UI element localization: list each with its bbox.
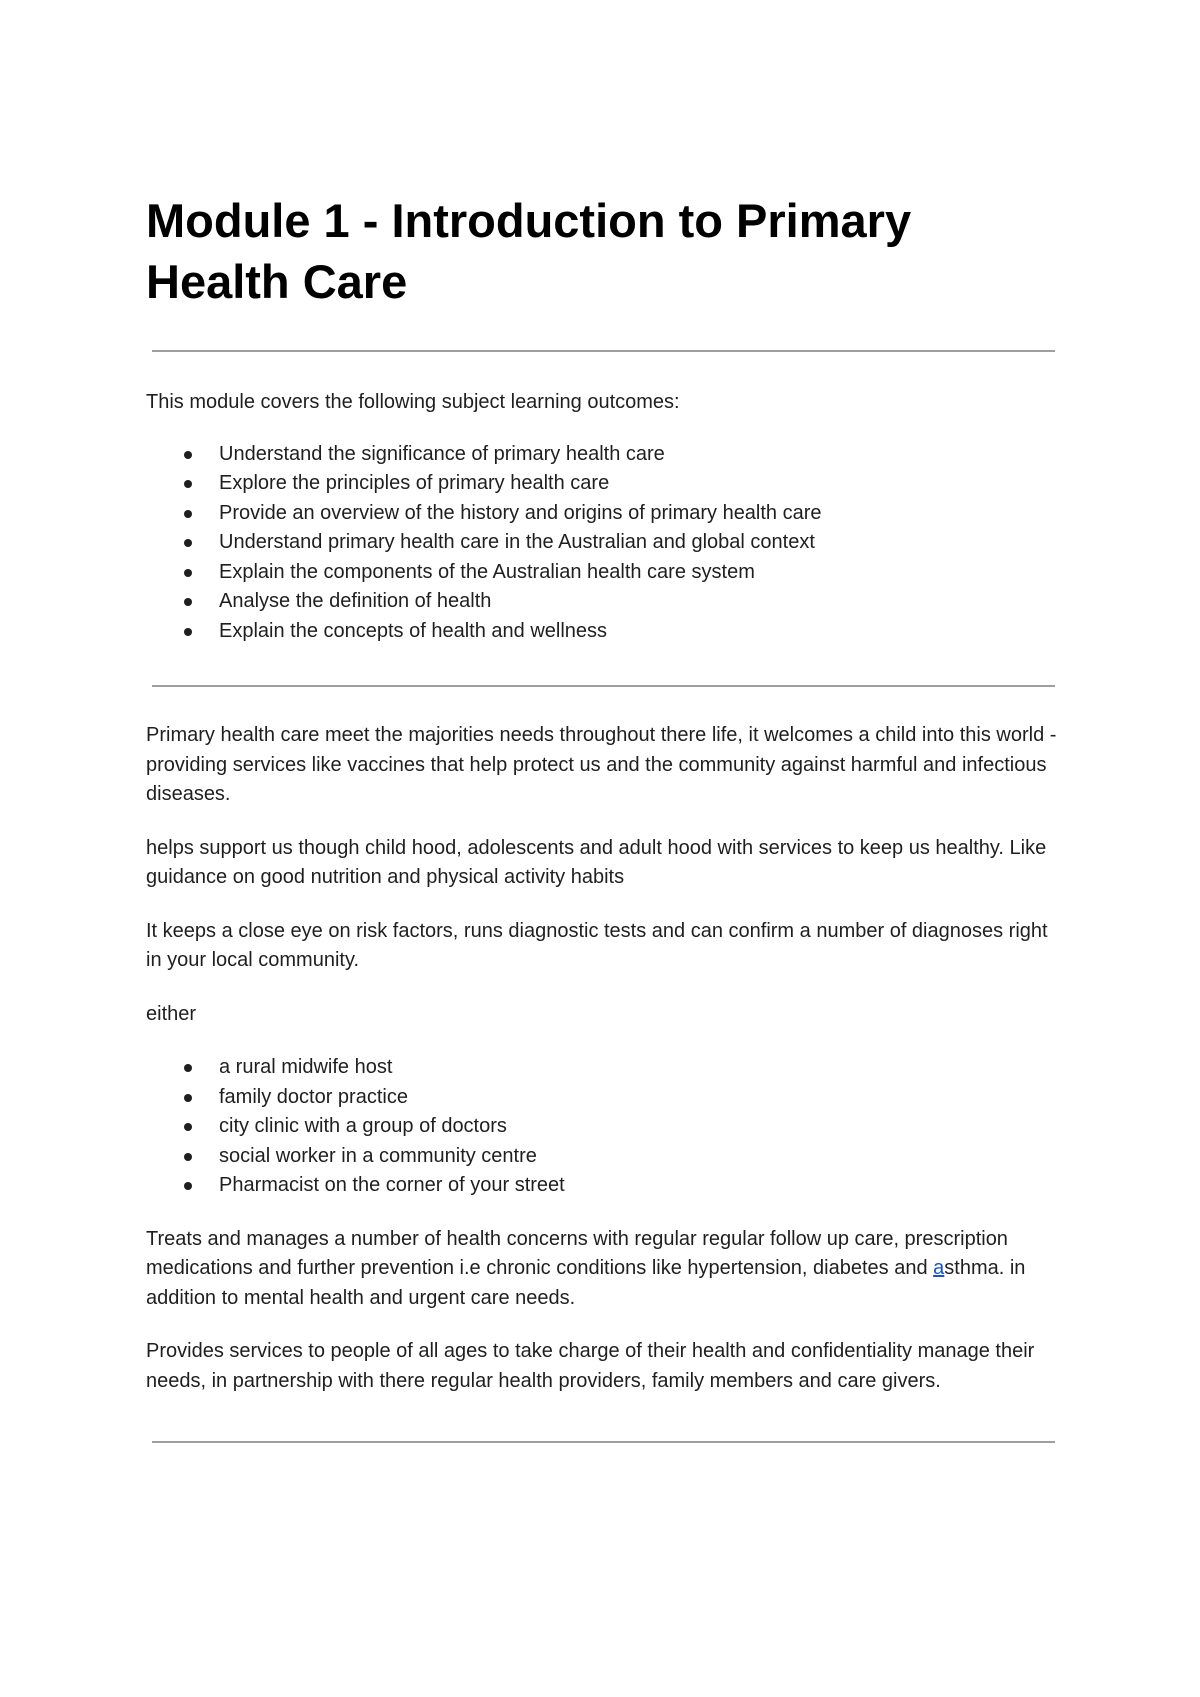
document-page [146, 190, 1066, 1443]
list-item [146, 528, 1066, 558]
list-item-text: Explain the components of the Australian health care system [219, 560, 755, 583]
paragraph-either: either [146, 1002, 197, 1025]
paragraph-services: Provides services to people of all ages to take charge of their health and confidentiality manage their needs, in partnership with there regular health providers, family members and care givers. [146, 1340, 1035, 1392]
bullet-icon [184, 1094, 192, 1102]
list-item-text: family doctor practice [219, 1085, 408, 1108]
learning-outcomes-list [146, 440, 1066, 647]
list-item-text: Pharmacist on the corner of your street [219, 1174, 565, 1196]
list-item-text: Analyse the definition of health [219, 590, 492, 612]
bullet-icon [184, 539, 192, 547]
list-item-text: social worker in a community centre [219, 1144, 537, 1167]
paragraph-lifecycle: Primary health care meet the majorities needs throughout there life, it welcomes a child into this world - providing services like vaccines that help protect us and the community against harmful and infectious diseases. [146, 724, 1057, 805]
list-item [146, 499, 1066, 529]
bullet-icon [184, 598, 192, 606]
list-item [146, 1112, 1066, 1142]
bullet-icon [184, 1064, 192, 1072]
list-item [146, 1083, 1066, 1113]
list-item [146, 1171, 1066, 1201]
list-item [146, 617, 1066, 647]
list-item-text: Explain the concepts of health and wellness [219, 619, 608, 642]
paragraph-treatment [146, 1225, 1066, 1314]
horizontal-divider [152, 350, 1055, 352]
paragraph-treatment-start: Treats and manages a number of health concerns with regular regular follow up care, prescription medications and further prevention i.e chronic conditions like hypertension, diabetes and [146, 1227, 1008, 1279]
care-providers-list [146, 1053, 1066, 1201]
list-item-text: Understand primary health care in the Australian and global context [219, 531, 815, 553]
list-item-text: city clinic with a group of doctors [219, 1115, 507, 1137]
list-item [146, 440, 1066, 470]
list-item [146, 587, 1066, 617]
bullet-icon [184, 1123, 192, 1131]
paragraph-treatment-end: sthma. in addition to mental health and urgent care needs. [146, 1257, 1026, 1309]
bullet-icon [184, 1153, 192, 1161]
bullet-icon [184, 480, 192, 488]
bullet-icon [184, 1182, 192, 1190]
bullet-icon [184, 451, 192, 459]
paragraph-risk-factors: It keeps a close eye on risk factors, runs diagnostic tests and can confirm a number of diagnoses right in your local community. [146, 919, 1048, 971]
horizontal-divider [152, 1441, 1055, 1443]
list-item [146, 558, 1066, 588]
paragraph-support: helps support us though child hood, adolescents and adult hood with services to keep us healthy. Like guidance on good nutrition and physical activity habits [146, 836, 1047, 888]
intro-text: This module covers the following subject learning outcomes: [146, 391, 680, 413]
bullet-icon [184, 628, 192, 636]
list-item-text: a rural midwife host [219, 1056, 393, 1078]
list-item [146, 1142, 1066, 1172]
inline-link[interactable]: a [933, 1257, 945, 1279]
list-item [146, 469, 1066, 499]
horizontal-divider [152, 685, 1055, 687]
list-item-text: Understand the significance of primary health care [219, 442, 665, 465]
bullet-icon [184, 510, 192, 518]
bullet-icon [184, 569, 192, 577]
page-title: Module 1 - Introduction to Primary Health Care [146, 194, 912, 308]
list-item-text: Explore the principles of primary health care [219, 472, 610, 494]
list-item [146, 1053, 1066, 1083]
list-item-text: Provide an overview of the history and origins of primary health care [219, 501, 822, 524]
